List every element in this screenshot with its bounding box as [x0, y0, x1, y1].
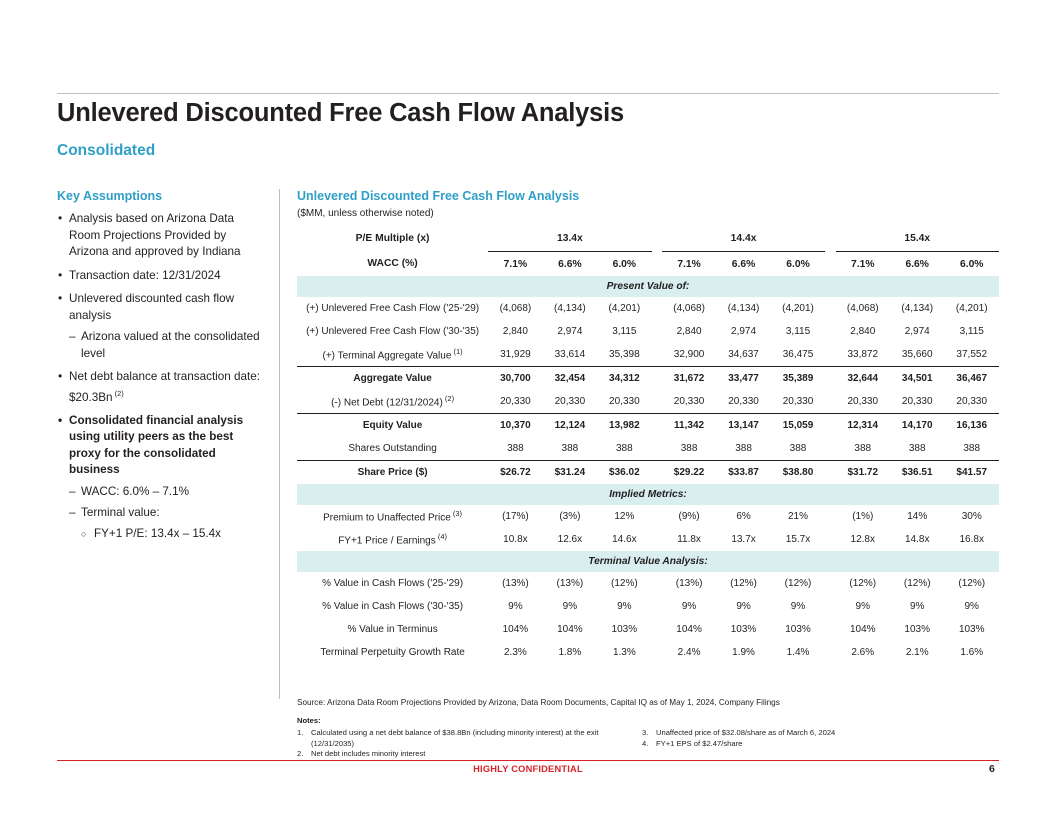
assumption-text: Unlevered discounted cash flow analysis: [69, 292, 235, 322]
table-cell: 2,840: [676, 326, 702, 337]
wacc-value: 6.0%: [959, 258, 984, 270]
spacer-cell: [825, 618, 835, 641]
spacer-cell: [825, 414, 835, 438]
table-cell: 32,454: [543, 367, 597, 391]
table-cell: 3,115: [959, 326, 984, 337]
table-cell: 33,872: [847, 349, 879, 360]
table-cell: $29.22: [662, 461, 716, 485]
table-cell: 9%: [508, 601, 523, 612]
table-cell: 104%: [502, 624, 529, 635]
table-cell: 37,552: [956, 349, 988, 360]
table-row: [297, 390, 999, 414]
table-cell: 12,124: [543, 414, 597, 438]
table-cell: 9%: [964, 601, 979, 612]
spacer-cell: [825, 320, 835, 343]
table-cell: 388: [680, 443, 698, 454]
key-assumptions-list: [57, 211, 262, 542]
table-cell: 30,700: [488, 367, 542, 391]
table-cell: 1.3%: [612, 647, 636, 658]
table-cell: 9%: [617, 601, 632, 612]
table-cell: 9%: [562, 601, 578, 612]
table-cell: 12%: [614, 511, 635, 522]
table-cell: 2,974: [731, 326, 757, 337]
spacer-cell: [825, 343, 835, 367]
table-cell: 9%: [681, 601, 697, 612]
table-cell: 34,501: [890, 367, 944, 391]
footnote-text: Calculated using a net debt balance of $38.8Bn (including minority interest) at the exit: [311, 728, 599, 737]
table-cell: 20,330: [609, 396, 640, 407]
column-divider: [279, 189, 280, 699]
assumption-subbullet: – Arizona valued at the consolidated level: [69, 329, 262, 362]
table-row: [297, 367, 999, 391]
table-cell: $36.51: [890, 461, 944, 485]
table-row: [297, 505, 999, 528]
table-row: [297, 528, 999, 551]
table-cell: 2.1%: [905, 647, 929, 658]
spacer-cell: [652, 461, 662, 485]
table-cell: 2.6%: [851, 647, 875, 658]
table-title: Unlevered Discounted Free Cash Flow Analysis: [297, 189, 580, 203]
spacer-cell: [652, 505, 662, 528]
table-header-pe-row: [297, 226, 999, 252]
spacer-cell: [652, 528, 662, 551]
footnote-marker: (2): [442, 394, 455, 404]
header-divider: [57, 93, 999, 94]
footnote-item: [297, 728, 642, 738]
spacer-cell: [652, 390, 662, 414]
table-cell: $31.72: [836, 461, 890, 485]
spacer-cell: [652, 414, 662, 438]
table-cell: 21%: [788, 511, 809, 522]
table-cell: 1.8%: [558, 647, 582, 658]
table-cell: 104%: [676, 624, 702, 635]
spacer-cell: [825, 226, 835, 252]
table-cell: (4,201): [608, 303, 641, 314]
spacer-cell: [652, 252, 662, 277]
table-row: [297, 595, 999, 618]
table-cell: 11,342: [662, 414, 716, 438]
table-cell: $26.72: [488, 461, 542, 485]
footnote-text: Net debt includes minority interest: [311, 749, 426, 758]
spacer-cell: [825, 528, 835, 551]
page-subtitle: Consolidated: [57, 142, 156, 159]
table-cell: 9%: [790, 601, 806, 612]
table-cell: 12,314: [836, 414, 890, 438]
footnote-item: [642, 739, 987, 749]
table-cell: 3,115: [785, 326, 811, 337]
table-cell: 33,614: [554, 349, 586, 360]
footnotes-right-column: [642, 728, 987, 760]
table-cell: $31.24: [543, 461, 597, 485]
spacer-cell: [652, 437, 662, 461]
table-cell: 388: [963, 443, 981, 454]
table-cell: 32,644: [836, 367, 890, 391]
wacc-value: 6.6%: [558, 258, 582, 270]
footnotes-heading: Notes:: [297, 716, 321, 725]
spacer-cell: [652, 343, 662, 367]
table-cell: (3%): [559, 511, 581, 522]
table-section-label: Terminal Value Analysis:: [297, 551, 999, 572]
table-cell: 16.8x: [959, 534, 984, 545]
spacer-cell: [652, 297, 662, 320]
footnotes: [297, 716, 997, 760]
table-cell: (17%): [502, 511, 529, 522]
table-cell: 10,370: [488, 414, 542, 438]
table-cell: 13,982: [597, 414, 651, 438]
assumption-bullet: [57, 211, 262, 261]
table-cell: 35,660: [901, 349, 933, 360]
table-cell: 6%: [736, 511, 751, 522]
table-cell: $38.80: [771, 461, 825, 485]
table-row: [297, 414, 999, 438]
table-cell: (12%): [784, 578, 812, 589]
row-label: Shares Outstanding: [348, 443, 437, 454]
table-units-note: ($MM, unless otherwise noted): [297, 208, 434, 219]
table-row: [297, 297, 999, 320]
table-row: [297, 641, 999, 664]
table-cell: 1.9%: [732, 647, 755, 658]
page-number: 6: [989, 763, 995, 775]
table-cell: 20,330: [956, 396, 988, 407]
table-cell: 20,330: [847, 396, 879, 407]
assumption-subbullet: – Terminal value: ○ FY+1 P/E: 13.4x – 15.4x: [69, 505, 262, 542]
table-cell: 15.7x: [785, 534, 811, 545]
spacer-cell: [825, 641, 835, 664]
table-cell: 1.4%: [786, 647, 810, 658]
table-cell: $33.87: [716, 461, 770, 485]
footnote-item: [642, 728, 987, 738]
spacer-cell: [652, 572, 662, 595]
table-cell: 20,330: [500, 396, 531, 407]
table-cell: $36.02: [597, 461, 651, 485]
dcf-table-panel: [297, 189, 999, 664]
table-cell: 388: [507, 443, 524, 454]
assumption-sublist: [69, 329, 262, 362]
table-cell: (4,068): [673, 303, 705, 314]
table-cell: 35,389: [771, 367, 825, 391]
table-cell: 34,312: [597, 367, 651, 391]
table-cell: 2,974: [557, 326, 583, 337]
confidential-label: HIGHLY CONFIDENTIAL: [473, 764, 583, 774]
table-cell: 20,330: [673, 396, 705, 407]
spacer-cell: [825, 437, 835, 461]
footnote-marker: (2): [112, 388, 124, 398]
footnote-text: Unaffected price of $32.08/share as of March 6, 2024: [656, 728, 836, 737]
spacer-cell: [825, 367, 835, 391]
row-label: Share Price ($): [297, 461, 488, 485]
table-cell: 2.3%: [504, 647, 527, 658]
table-cell: (13%): [675, 578, 703, 589]
table-cell: 36,475: [782, 349, 814, 360]
row-label: % Value in Cash Flows ('30-'35): [322, 601, 464, 612]
assumption-bullet: [57, 369, 262, 406]
row-label: Premium to Unaffected Price $^{(3)}$: [323, 509, 463, 524]
table-cell: 34,637: [728, 349, 759, 360]
footnote-text: FY+1 EPS of $2.47/share: [656, 739, 743, 748]
row-label: (+) Unlevered Free Cash Flow ('25-'29): [306, 303, 480, 314]
table-cell: 31,929: [500, 349, 531, 360]
wacc-value: 6.6%: [905, 258, 929, 270]
wacc-value: 7.1%: [503, 258, 528, 270]
table-cell: 10.8x: [503, 534, 528, 545]
table-cell: 2,974: [904, 326, 930, 337]
table-cell: 103%: [958, 624, 985, 635]
spacer-cell: [825, 572, 835, 595]
row-label: % Value in Terminus: [347, 624, 438, 635]
wacc-value: 6.0%: [612, 258, 637, 270]
table-cell: (13%): [556, 578, 584, 589]
pe-group-header: 15.4x: [836, 226, 999, 252]
row-label: Aggregate Value: [297, 367, 488, 391]
table-section-header: [297, 484, 999, 505]
table-cell: (4,134): [727, 303, 760, 314]
assumption-bullet: [57, 291, 262, 362]
assumption-text: Net debt balance at transaction date: $20.3Bn: [69, 370, 261, 404]
table-section-label: Implied Metrics:: [297, 484, 999, 505]
table-cell: 14%: [907, 511, 928, 522]
row-label: % Value in Cash Flows ('25-'29): [322, 578, 464, 589]
footnote-marker: (4): [435, 532, 447, 542]
table-cell: 103%: [904, 624, 930, 635]
table-cell: (4,068): [499, 303, 532, 314]
footnote-marker: (3): [450, 509, 463, 519]
table-cell: (12%): [958, 578, 986, 589]
table-cell: 2,840: [850, 326, 876, 337]
key-assumptions-heading: Key Assumptions: [57, 189, 163, 203]
row-label: Equity Value: [297, 414, 488, 438]
footnote-marker: (1): [451, 347, 463, 357]
row-label: (+) Terminal Aggregate Value $^{(1)}$: [322, 347, 463, 362]
pe-group-header: 13.4x: [488, 226, 651, 252]
table-cell: 20,330: [728, 396, 759, 407]
table-cell: 9%: [736, 601, 751, 612]
row-label: FY+1 Price / Earnings $^{(4)}$: [338, 532, 447, 547]
wacc-value: 6.0%: [786, 258, 810, 270]
table-cell: 14,170: [890, 414, 944, 438]
table-cell: 1.6%: [960, 647, 984, 658]
table-cell: 15,059: [771, 414, 825, 438]
spacer-cell: [825, 461, 835, 485]
table-cell: 14.6x: [612, 534, 637, 545]
footer-divider: [57, 760, 999, 761]
spacer-cell: [825, 505, 835, 528]
footnote-number: 1.: [297, 728, 304, 737]
spacer-cell: [825, 390, 835, 414]
table-cell: $41.57: [944, 461, 999, 485]
table-cell: 388: [616, 443, 633, 454]
table-cell: 104%: [849, 624, 876, 635]
spacer-cell: [652, 226, 662, 252]
table-cell: 11.8x: [677, 534, 701, 545]
table-cell: 2,840: [502, 326, 528, 337]
table-section-header: [297, 276, 999, 297]
source-note: Source: Arizona Data Room Projections Provided by Arizona, Data Room Documents, Capital IQ as of May 1, 2024, Company Filings: [297, 698, 780, 707]
assumption-subsubbullet: ○ FY+1 P/E: 13.4x – 15.4x: [81, 526, 262, 543]
table-cell: 388: [908, 443, 926, 454]
assumption-text: Transaction date: 12/31/2024: [69, 268, 221, 282]
footnote-number: 3.: [642, 728, 649, 737]
key-assumptions-panel: [57, 189, 262, 549]
table-cell: 9%: [855, 601, 870, 612]
table-row: [297, 618, 999, 641]
dcf-table: [297, 226, 999, 664]
assumption-bullet: [57, 268, 262, 285]
table-cell: 2.4%: [677, 647, 701, 658]
assumption-sublist: [69, 484, 262, 543]
table-cell: 13,147: [716, 414, 770, 438]
table-cell: 388: [854, 443, 872, 454]
assumption-subbullet: – WACC: 6.0% – 7.1%: [69, 484, 262, 501]
wacc-value: 7.1%: [851, 258, 875, 270]
row-label: (-) Net Debt (12/31/2024) $^{(2)}$: [331, 394, 455, 409]
table-row: [297, 461, 999, 485]
footnotes-left-column: [297, 728, 642, 760]
page-title: Unlevered Discounted Free Cash Flow Analysis: [57, 99, 625, 127]
spacer-cell: [652, 595, 662, 618]
footnote-subtext: (12/31/2035): [311, 739, 355, 748]
row-label: Terminal Perpetuity Growth Rate: [320, 647, 465, 658]
pe-group-header: 14.4x: [662, 226, 825, 252]
table-cell: 12.8x: [850, 534, 875, 545]
table-header-wacc-row: [297, 252, 999, 277]
spacer-cell: [652, 618, 662, 641]
footnote-item: [297, 749, 642, 759]
table-section-label: Present Value of:: [297, 276, 999, 297]
spacer-cell: [825, 252, 835, 277]
assumption-text: Analysis based on Arizona Data Room Projections Provided by Arizona and approved by Indiana: [69, 212, 241, 258]
table-cell: 31,672: [662, 367, 716, 391]
table-cell: 3,115: [612, 326, 637, 337]
table-cell: 16,136: [944, 414, 999, 438]
table-cell: (12%): [730, 578, 757, 589]
table-section-header: [297, 551, 999, 572]
table-row: [297, 343, 999, 367]
table-cell: (4,201): [782, 303, 814, 314]
footnote-number: 4.: [642, 739, 649, 748]
assumption-bullet: [57, 413, 262, 543]
table-cell: (9%): [678, 511, 700, 522]
table-cell: (12%): [849, 578, 877, 589]
table-cell: (4,201): [955, 303, 988, 314]
table-cell: 20,330: [554, 396, 586, 407]
table-cell: 36,467: [944, 367, 999, 391]
wacc-value: 6.6%: [731, 258, 756, 270]
table-cell: 13.7x: [731, 534, 756, 545]
table-cell: (4,134): [901, 303, 934, 314]
pe-multiple-label: P/E Multiple (x): [355, 233, 430, 245]
row-label: (+) Unlevered Free Cash Flow ('30-'35): [306, 326, 480, 337]
footnote-number: 2.: [297, 749, 304, 758]
table-cell: 103%: [730, 624, 757, 635]
table-cell: 35,398: [609, 349, 640, 360]
table-cell: (1%): [852, 511, 874, 522]
wacc-value: 7.1%: [677, 258, 701, 270]
table-cell: 30%: [961, 511, 982, 522]
wacc-label: WACC (%): [367, 258, 418, 270]
table-row: [297, 437, 999, 461]
table-cell: 20,330: [782, 396, 814, 407]
spacer-cell: [825, 595, 835, 618]
table-cell: 32,900: [673, 349, 705, 360]
table-cell: (4,134): [554, 303, 586, 314]
table-cell: 388: [735, 443, 752, 454]
table-cell: 388: [789, 443, 807, 454]
table-cell: (13%): [502, 578, 529, 589]
table-cell: 388: [561, 443, 579, 454]
assumption-text: Consolidated financial analysis using utility peers as the best proxy for the consolidated business: [69, 413, 244, 477]
table-cell: 103%: [785, 624, 811, 635]
table-row: [297, 572, 999, 595]
table-cell: (12%): [903, 578, 931, 589]
spacer-cell: [825, 297, 835, 320]
table-row: [297, 320, 999, 343]
table-cell: (4,068): [846, 303, 879, 314]
spacer-cell: [652, 320, 662, 343]
assumption-subsublist: [81, 526, 262, 543]
table-cell: 103%: [611, 624, 638, 635]
spacer-cell: [652, 367, 662, 391]
table-cell: 20,330: [901, 396, 933, 407]
spacer-cell: [652, 641, 662, 664]
table-cell: 9%: [909, 601, 925, 612]
table-cell: 33,477: [716, 367, 770, 391]
table-cell: (12%): [611, 578, 638, 589]
table-cell: 14.8x: [904, 534, 930, 545]
table-cell: 12.6x: [557, 534, 583, 545]
table-cell: 104%: [557, 624, 583, 635]
